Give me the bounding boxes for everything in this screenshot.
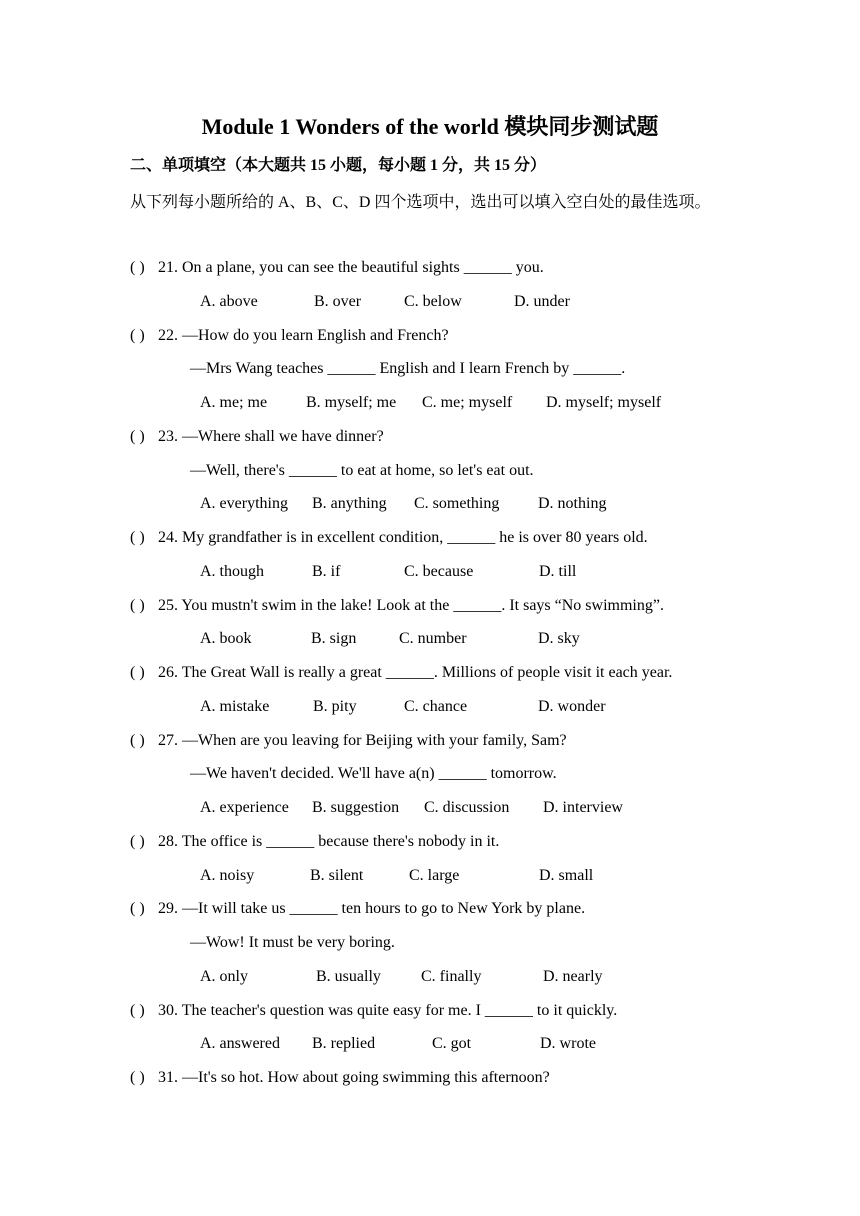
question-stem-line xyxy=(130,724,750,758)
answer-option[interactable]: A. me; me xyxy=(200,394,268,411)
options-row xyxy=(130,555,750,589)
question-stem-line xyxy=(130,521,750,555)
answer-option[interactable]: B. if xyxy=(312,562,341,580)
answer-option[interactable]: C. me; myself xyxy=(422,394,513,411)
answer-blank[interactable]: ( ) xyxy=(130,427,145,445)
question-item xyxy=(130,521,750,589)
options-row xyxy=(130,386,750,420)
options-row xyxy=(130,791,750,825)
answer-option[interactable]: A. everything xyxy=(200,495,288,513)
answer-option[interactable]: A. answered xyxy=(200,1035,280,1053)
answer-option[interactable]: B. sign xyxy=(311,630,357,648)
question-stem: 31. —It's so hot. How about going swimming this afternoon? xyxy=(158,1069,550,1086)
answer-option[interactable]: C. got xyxy=(432,1035,472,1053)
answer-blank[interactable]: ( ) xyxy=(130,832,145,850)
question-item xyxy=(130,892,750,993)
answer-option[interactable]: D. interview xyxy=(543,799,623,816)
answer-blank[interactable]: ( ) xyxy=(130,596,145,614)
answer-option[interactable]: C. chance xyxy=(404,697,468,715)
dialogue-line: —Well, there's ______ to eat at home, so let's eat out. xyxy=(190,461,534,479)
question-stem: 21. On a plane, you can see the beautiful sights ______ you. xyxy=(158,259,544,276)
options-row xyxy=(130,487,750,521)
question-item xyxy=(130,589,750,657)
answer-option[interactable]: B. over xyxy=(314,292,362,310)
answer-option[interactable]: C. finally xyxy=(421,967,482,985)
answer-option[interactable]: A. book xyxy=(200,630,252,648)
answer-option[interactable]: C. number xyxy=(399,630,467,648)
question-list xyxy=(130,251,750,1095)
answer-option[interactable]: C. because xyxy=(404,562,474,580)
question-stem-line xyxy=(130,251,750,285)
options-row xyxy=(130,622,750,656)
answer-blank[interactable]: ( ) xyxy=(130,259,145,276)
answer-option[interactable]: C. discussion xyxy=(424,799,510,816)
answer-blank[interactable]: ( ) xyxy=(130,664,145,681)
dialogue-line: —Wow! It must be very boring. xyxy=(190,934,395,951)
question-stem-line xyxy=(130,420,750,454)
answer-option[interactable]: B. pity xyxy=(313,697,357,715)
question-stem: 23. —Where shall we have dinner? xyxy=(158,427,384,445)
answer-blank[interactable]: ( ) xyxy=(130,326,145,344)
answer-blank[interactable]: ( ) xyxy=(130,529,145,546)
answer-blank[interactable]: ( ) xyxy=(130,731,145,749)
question-item xyxy=(130,994,750,1062)
question-stem-line xyxy=(130,589,750,623)
dialogue-line: —Mrs Wang teaches ______ English and I learn French by ______. xyxy=(190,360,626,378)
answer-option[interactable]: B. suggestion xyxy=(312,799,400,816)
question-item xyxy=(130,420,750,521)
question-item xyxy=(130,251,750,319)
answer-blank[interactable]: ( ) xyxy=(130,1001,145,1019)
question-item xyxy=(130,1061,750,1095)
question-stem: 25. You mustn't swim in the lake! Look at the ______. It says “No swimming”. xyxy=(158,596,664,614)
answer-option[interactable]: A. only xyxy=(200,967,248,985)
answer-option[interactable]: A. experience xyxy=(200,799,289,816)
answer-option[interactable]: D. myself; myself xyxy=(546,394,662,411)
question-stem: 26. The Great Wall is really a great ______. Millions of people visit it each year. xyxy=(158,664,673,681)
answer-blank[interactable]: ( ) xyxy=(130,900,145,918)
options-row xyxy=(130,690,750,724)
answer-option[interactable]: C. below xyxy=(404,292,462,310)
question-item xyxy=(130,724,750,825)
question-stem-line xyxy=(130,1061,750,1095)
answer-blank[interactable]: ( ) xyxy=(130,1069,145,1086)
question-stem-line xyxy=(130,319,750,353)
answer-option[interactable]: A. noisy xyxy=(200,866,255,884)
question-item xyxy=(130,319,750,420)
answer-option[interactable]: A. mistake xyxy=(200,697,270,715)
answer-option[interactable]: B. usually xyxy=(316,967,381,985)
answer-option[interactable]: B. anything xyxy=(312,495,387,513)
options-row xyxy=(130,1027,750,1061)
instructions: 从下列每小题所给的 A、B、C、D 四个选项中，选出可以填入空白处的最佳选项。 xyxy=(130,194,711,211)
answer-option[interactable]: D. wrote xyxy=(540,1035,596,1053)
question-stem: 30. The teacher's question was quite easy for me. I ______ to it quickly. xyxy=(158,1001,618,1019)
question-item xyxy=(130,656,750,724)
question-stem: 29. —It will take us ______ ten hours to go to New York by plane. xyxy=(158,900,586,918)
answer-option[interactable]: D. nothing xyxy=(538,495,607,513)
dialogue-line: —We haven't decided. We'll have a(n) ______ tomorrow. xyxy=(190,765,557,783)
answer-option[interactable]: D. till xyxy=(539,562,577,580)
answer-option[interactable]: C. large xyxy=(409,866,460,884)
answer-option[interactable]: A. though xyxy=(200,562,264,580)
answer-option[interactable]: D. wonder xyxy=(538,697,606,715)
question-item xyxy=(130,825,750,893)
answer-option[interactable]: B. replied xyxy=(312,1035,376,1053)
question-stem: 22. —How do you learn English and French? xyxy=(158,326,449,344)
options-row xyxy=(130,285,750,319)
answer-option[interactable]: B. silent xyxy=(310,866,364,884)
question-stem-line xyxy=(130,892,750,926)
answer-option[interactable]: C. something xyxy=(414,495,500,513)
question-stem-line xyxy=(130,994,750,1028)
question-stem: 27. —When are you leaving for Beijing with your family, Sam? xyxy=(158,731,567,749)
answer-option[interactable]: A. above xyxy=(200,292,258,310)
question-stem-line xyxy=(130,825,750,859)
options-row xyxy=(130,859,750,893)
answer-option[interactable]: B. myself; me xyxy=(306,394,397,411)
answer-option[interactable]: D. nearly xyxy=(543,967,603,985)
answer-option[interactable]: D. small xyxy=(539,866,594,884)
page-title: Module 1 Wonders of the world 模块同步测试题 xyxy=(201,114,659,139)
question-stem: 28. The office is ______ because there's nobody in it. xyxy=(158,832,500,850)
answer-option[interactable]: D. sky xyxy=(538,630,580,648)
options-row xyxy=(130,960,750,994)
section-heading: 二、单项填空（本大题共 15 小题，每小题 1 分，共 15 分） xyxy=(130,157,547,174)
question-stem: 24. My grandfather is in excellent condition, ______ he is over 80 years old. xyxy=(158,529,648,546)
answer-option[interactable]: D. under xyxy=(514,292,570,310)
question-stem-line xyxy=(130,656,750,690)
